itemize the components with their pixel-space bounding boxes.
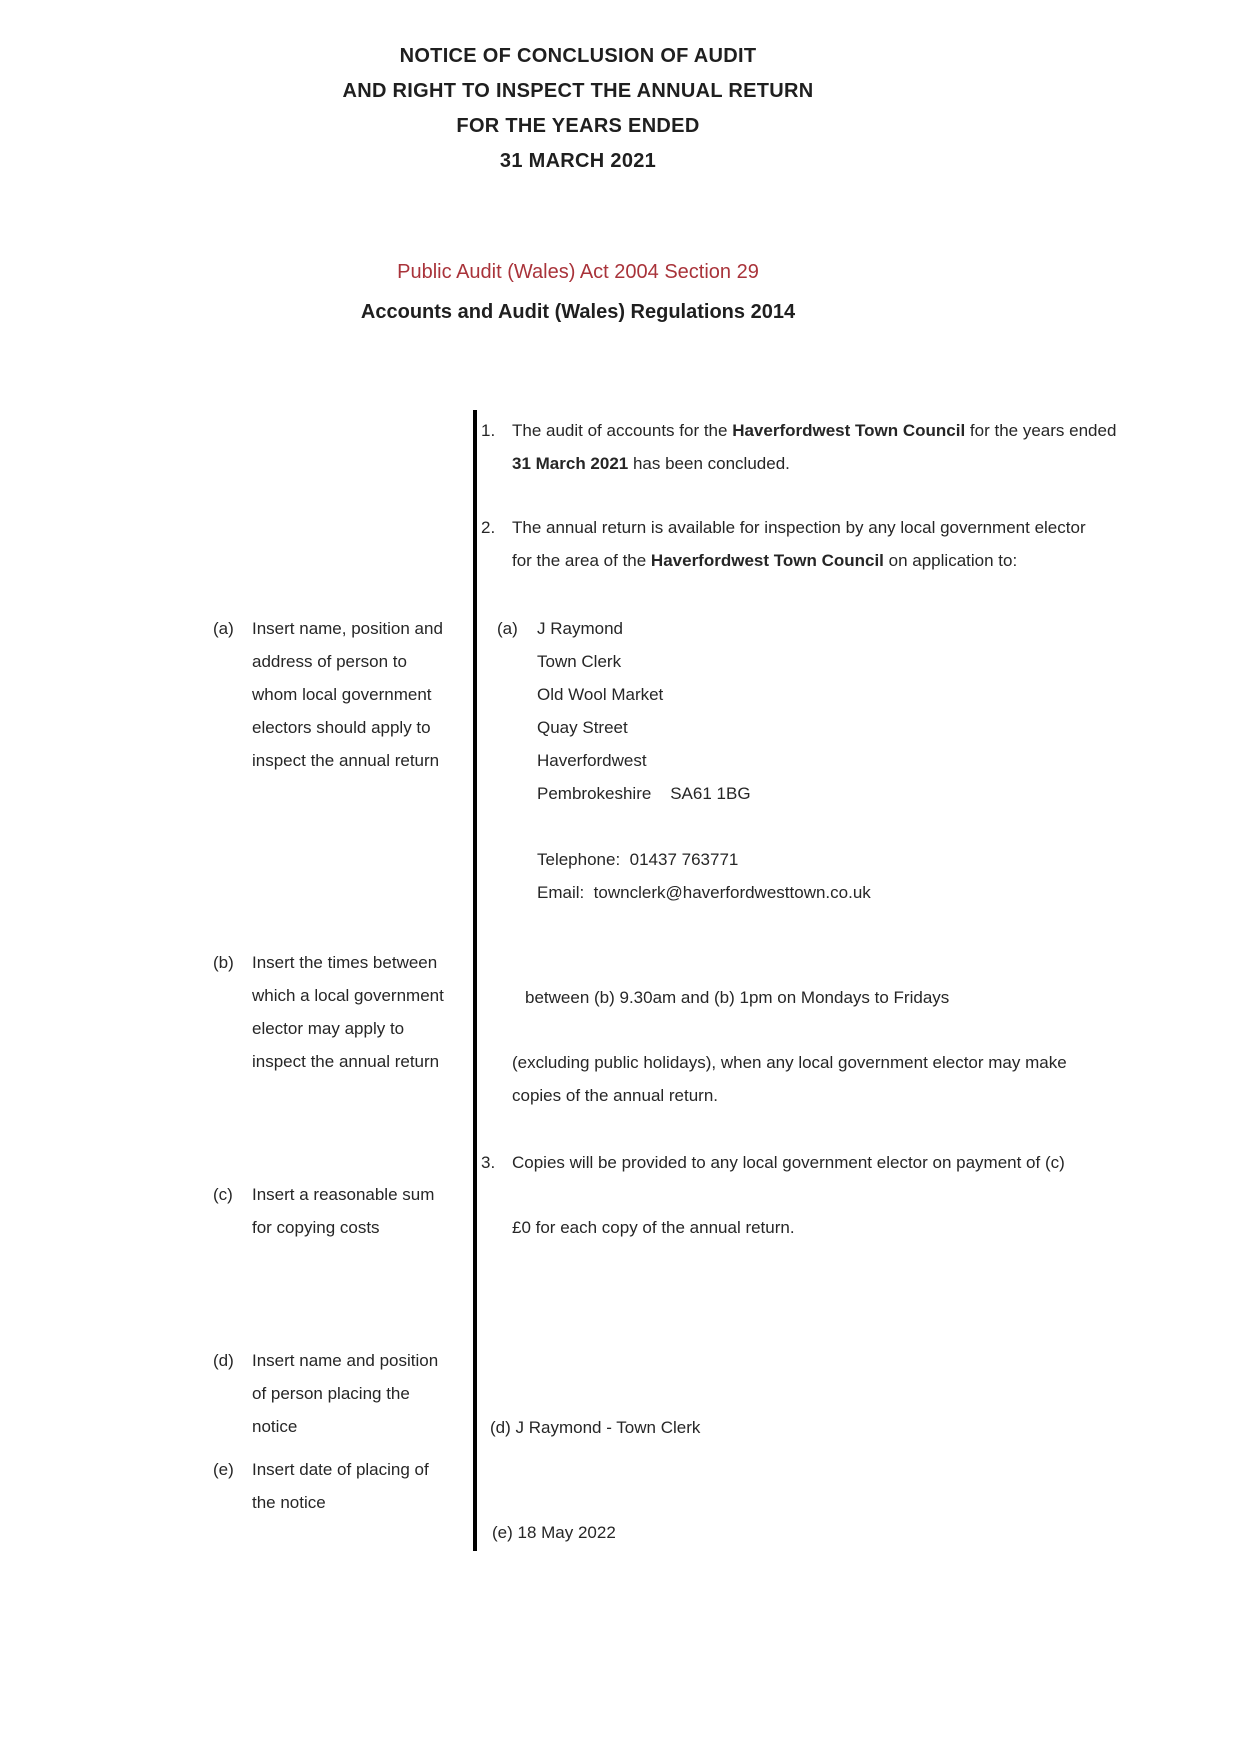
text-segment: Town Clerk (537, 652, 622, 671)
text-line (252, 979, 483, 1012)
instruction-b-marker: (b) (213, 953, 234, 972)
text-line (537, 777, 751, 810)
text-segment: AND RIGHT TO INSPECT THE ANNUAL RETURN (342, 80, 814, 102)
text-line (512, 1146, 1201, 1179)
text-segment: Email: townclerk@haverfordwesttown.co.uk (537, 883, 871, 902)
text-line (252, 612, 483, 645)
notice-item-1 (481, 414, 1201, 480)
text-segment: which a local government (252, 986, 444, 1005)
text-segment: Copies will be provided to any local government elector on payment of (c) (512, 1153, 1065, 1172)
text-line (512, 447, 1201, 480)
instruction-c-marker: (c) (213, 1185, 233, 1204)
text-segment: address of person to (252, 652, 407, 671)
text-segment: the notice (252, 1493, 326, 1512)
text-segment: Insert a reasonable sum (252, 1185, 435, 1204)
text-segment: notice (252, 1417, 298, 1436)
text-segment: 31 MARCH 2021 (499, 150, 657, 172)
text-segment: electors should apply to (252, 718, 431, 737)
text-line (252, 1344, 483, 1377)
text-line (512, 1079, 1067, 1112)
instruction-e-marker: (e) (213, 1460, 234, 1479)
instruction-e-text (252, 1453, 483, 1519)
text-segment: FOR THE YEARS ENDED (456, 115, 700, 137)
text-line (537, 876, 871, 909)
text-segment: inspect the annual return (252, 751, 440, 770)
contact-address (537, 612, 751, 810)
text-segment: Insert the times between (252, 953, 438, 972)
text-segment: elector may apply to (252, 1019, 405, 1038)
inspection-times-line: between (b) 9.30am and (b) 1pm on Mondays to Fridays (525, 988, 950, 1007)
instruction-c-text (252, 1178, 483, 1244)
copy-cost-line: £0 for each copy of the annual return. (512, 1218, 795, 1237)
text-segment: copies of the annual return. (512, 1086, 719, 1105)
text-segment: Insert date of placing of (252, 1460, 429, 1479)
text-segment: J Raymond (537, 619, 623, 638)
text-line (252, 1410, 483, 1443)
text-segment: 31 March 2021 (512, 454, 629, 473)
text-segment: Old Wool Market (537, 685, 664, 704)
text-segment: inspect the annual return (252, 1052, 440, 1071)
text-line (252, 645, 483, 678)
placed-by-line: (d) J Raymond - Town Clerk (490, 1418, 701, 1437)
text-segment: Haverfordwest Town Council (650, 551, 884, 570)
text-line (0, 39, 1156, 74)
text-segment: Insert name, position and (252, 619, 443, 638)
notice-item-3-number: 3. (481, 1153, 496, 1172)
instruction-a-text (252, 612, 483, 777)
text-line (537, 645, 751, 678)
instruction-a (213, 612, 483, 777)
text-segment: The audit of accounts for the (512, 421, 733, 440)
text-segment: of person placing the (252, 1384, 410, 1403)
document-title (0, 39, 1156, 179)
instruction-b (213, 946, 483, 1078)
instruction-e (213, 1453, 483, 1519)
contact-marker: (a) (497, 619, 518, 638)
instruction-d-text (252, 1344, 483, 1443)
notice-item-2-number: 2. (481, 518, 496, 537)
text-segment: The annual return is available for inspection by any local government elector (512, 518, 1086, 537)
text-line (252, 678, 483, 711)
notice-item-3-text (512, 1146, 1201, 1179)
notice-item-2-text (512, 511, 1201, 577)
text-line (512, 511, 1201, 544)
text-line (252, 946, 483, 979)
instruction-d (213, 1344, 483, 1443)
instruction-a-marker: (a) (213, 619, 234, 638)
text-line (252, 1178, 483, 1211)
text-segment: Quay Street (537, 718, 628, 737)
text-line (537, 711, 751, 744)
text-segment: has been concluded. (628, 454, 790, 473)
date-placed-line: (e) 18 May 2022 (492, 1523, 616, 1542)
text-segment: Haverfordwest Town Council (732, 421, 966, 440)
text-line (537, 678, 751, 711)
text-line (537, 612, 751, 645)
text-line (537, 843, 871, 876)
text-line (252, 1012, 483, 1045)
text-segment: for the years ended (965, 421, 1117, 440)
notice-item-3 (481, 1146, 1201, 1179)
text-line (252, 1045, 483, 1078)
text-segment: NOTICE OF CONCLUSION OF AUDIT (399, 45, 757, 67)
text-line (512, 544, 1201, 577)
text-line (252, 711, 483, 744)
notice-item-2 (481, 511, 1201, 577)
instruction-c (213, 1178, 483, 1244)
text-line (252, 1211, 483, 1244)
text-line (0, 74, 1156, 109)
text-line (252, 1453, 483, 1486)
text-line (512, 1046, 1067, 1079)
instruction-b-text (252, 946, 483, 1078)
text-segment: whom local government (252, 685, 432, 704)
text-line (0, 144, 1156, 179)
contact-phone-email (537, 843, 871, 909)
text-segment: Haverfordwest (537, 751, 647, 770)
text-line (0, 109, 1156, 144)
text-segment: for copying costs (252, 1218, 380, 1237)
text-segment: on application to: (883, 551, 1018, 570)
copies-paragraph (512, 1046, 1067, 1112)
text-line (252, 1486, 483, 1519)
text-segment: (excluding public holidays), when any local government elector may make (512, 1053, 1067, 1072)
text-line (537, 744, 751, 777)
text-line (252, 744, 483, 777)
text-segment: for the area of the (512, 551, 651, 570)
notice-item-1-number: 1. (481, 421, 496, 440)
text-line (512, 414, 1201, 447)
regulations-reference: Accounts and Audit (Wales) Regulations 2014 (360, 301, 796, 323)
text-line (252, 1377, 483, 1410)
act-reference: Public Audit (Wales) Act 2004 Section 29 (397, 261, 759, 283)
text-segment: Insert name and position (252, 1351, 439, 1370)
notice-item-1-text (512, 414, 1201, 480)
text-segment: Pembrokeshire SA61 1BG (537, 784, 751, 803)
instruction-d-marker: (d) (213, 1351, 234, 1370)
text-segment: Telephone: 01437 763771 (537, 850, 739, 869)
